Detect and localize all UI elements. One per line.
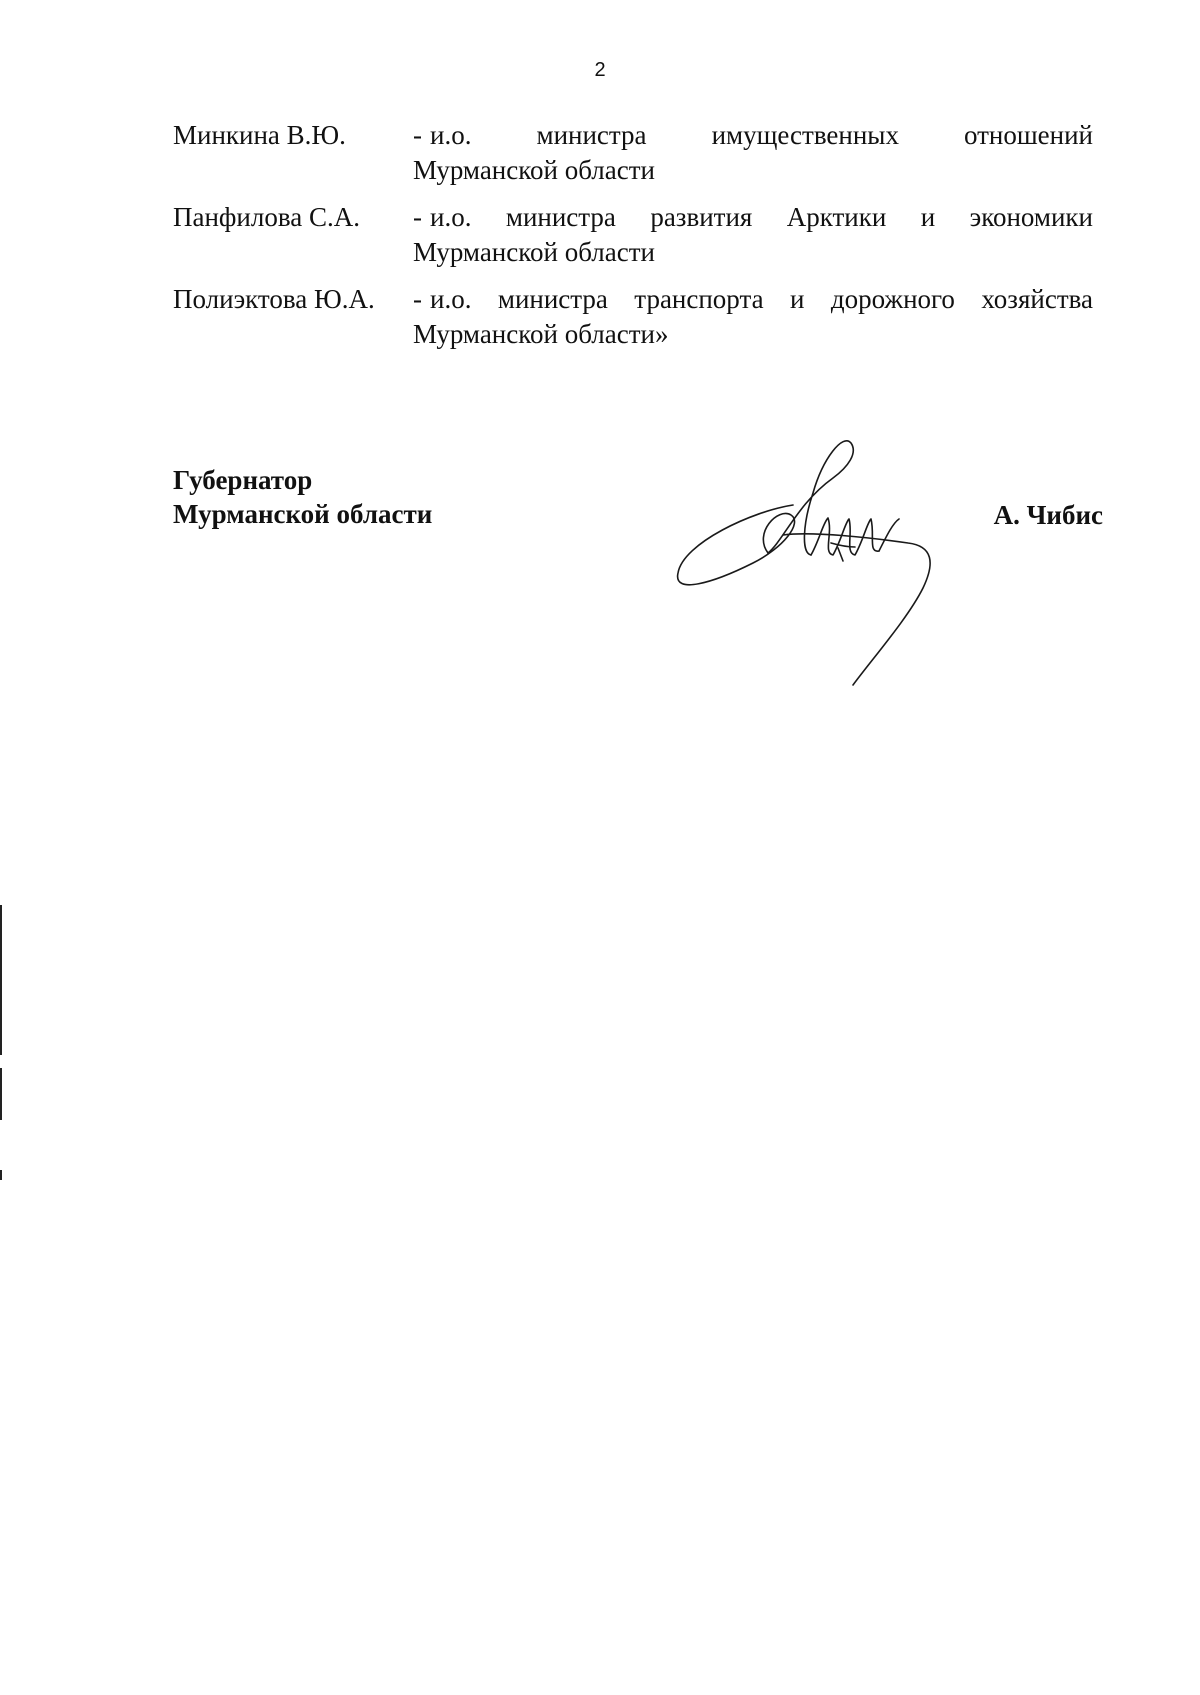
member-row [173, 200, 1093, 270]
member-role [413, 200, 1093, 270]
member-row [173, 282, 1093, 352]
signature-block [173, 463, 1103, 693]
member-role-line1 [413, 200, 1093, 235]
member-name: Панфилова С.А. [173, 202, 360, 232]
member-role [413, 118, 1093, 188]
scan-margin-mark [0, 1170, 2, 1180]
member-role-line2: Мурманской области [413, 155, 655, 185]
member-dash: - [413, 284, 422, 314]
member-row [173, 118, 1093, 188]
member-role-text: и.о. министра транспорта и дорожного хозяйства [430, 284, 1093, 314]
member-role-line1 [413, 282, 1093, 317]
handwritten-signature [673, 423, 963, 693]
scan-margin-line [0, 1068, 2, 1120]
member-dash: - [413, 120, 422, 150]
member-role-line1 [413, 118, 1093, 153]
member-dash: - [413, 202, 422, 232]
member-role [413, 282, 1093, 352]
member-name: Полиэктова Ю.А. [173, 284, 375, 314]
member-role-line2: Мурманской области» [413, 319, 669, 349]
page-number: 2 [594, 59, 606, 81]
signer-title-line1: Губернатор [173, 465, 313, 495]
signer-name: А. Чибис [993, 500, 1103, 530]
signer-title-line2: Мурманской области [173, 499, 433, 529]
members-list [173, 118, 1093, 364]
scan-margin-line [0, 905, 2, 1055]
member-role-text: и.о. министра развития Арктики и экономики [430, 202, 1093, 232]
member-role-text: и.о. министра имущественных отношений [430, 120, 1093, 150]
member-name: Минкина В.Ю. [173, 120, 346, 150]
signer-title [173, 463, 432, 531]
member-role-line2: Мурманской области [413, 237, 655, 267]
